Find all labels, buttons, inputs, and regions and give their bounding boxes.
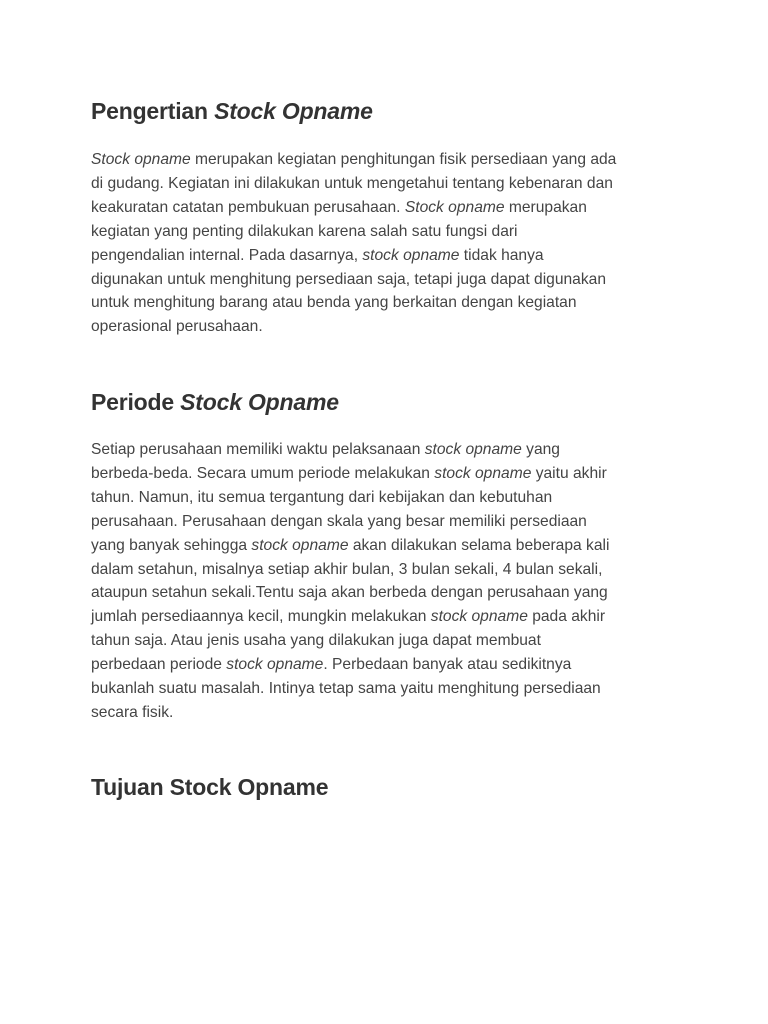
- paragraph-line: [91, 172, 691, 196]
- paragraph-line: [91, 701, 691, 725]
- text-run: yaitu akhir: [531, 464, 607, 482]
- heading-text: Pengertian: [91, 98, 215, 124]
- text-run: merupakan kegiatan penghitungan fisik persediaan yang ada: [190, 151, 617, 168]
- text-run: keakuratan catatan pembukuan perusahaan.: [91, 198, 405, 216]
- heading-tujuan: [91, 772, 328, 802]
- text-run: dalam setahun, misalnya setiap akhir bulan, 3 bulan sekali, 4 bulan sekali,: [91, 560, 603, 578]
- text-run: tahun saja. Atau jenis usaha yang dilakukan juga dapat membuat: [91, 632, 541, 650]
- text-run: akan dilakukan selama beberapa kali: [348, 536, 610, 554]
- paragraph-line: [91, 510, 691, 534]
- paragraph-line: [91, 244, 691, 268]
- text-run: di gudang. Kegiatan ini dilakukan untuk mengetahui tentang kebenaran dan: [91, 174, 613, 192]
- paragraph-line: [91, 148, 691, 172]
- text-run: operasional perusahaan.: [91, 318, 263, 336]
- emphasized-term: stock opname: [362, 246, 460, 264]
- paragraph-line: [91, 534, 691, 558]
- text-run: tidak hanya: [459, 246, 544, 264]
- paragraph-line: [91, 438, 691, 462]
- paragraph-line: [91, 605, 691, 629]
- paragraph-line: [91, 581, 691, 605]
- paragraph-line: [91, 462, 691, 486]
- text-run: jumlah persediaannya kecil, mungkin melakukan: [91, 608, 431, 626]
- text-run: pada akhir: [527, 608, 606, 626]
- paragraph-periode: [91, 438, 691, 725]
- text-run: yang banyak sehingga: [91, 536, 252, 554]
- text-run: untuk menghitung barang atau benda yang berkaitan dengan kegiatan: [91, 294, 577, 312]
- text-run: pengendalian internal. Pada dasarnya,: [91, 246, 363, 264]
- emphasized-term: stock opname: [424, 441, 522, 458]
- emphasized-term: Stock opname: [91, 151, 191, 168]
- heading-text: Tujuan Stock Opname: [91, 774, 329, 800]
- paragraph-line: [91, 315, 691, 339]
- paragraph-line: [91, 196, 691, 220]
- text-run: kegiatan yang penting dilakukan karena salah satu fungsi dari: [91, 222, 518, 240]
- paragraph-line: [91, 220, 691, 244]
- paragraph-line: [91, 268, 691, 292]
- emphasized-term: stock opname: [434, 464, 532, 482]
- text-run: berbeda-beda. Secara umum periode melakukan: [91, 464, 435, 482]
- heading-pengertian: [91, 96, 373, 126]
- text-run: yang: [521, 441, 560, 458]
- paragraph-line: [91, 486, 691, 510]
- heading-periode: [91, 387, 339, 417]
- text-run: tahun. Namun, itu semua tergantung dari kebijakan dan kebutuhan: [91, 488, 553, 506]
- emphasized-term: stock opname: [430, 608, 528, 626]
- text-run: merupakan: [504, 198, 587, 216]
- paragraph-pengertian: [91, 148, 691, 339]
- text-run: Setiap perusahaan memiliki waktu pelaksanaan: [91, 441, 425, 458]
- text-run: ataupun setahun sekali.Tentu saja akan berbeda dengan perusahaan yang: [91, 584, 608, 602]
- text-run: perusahaan. Perusahaan dengan skala yang besar memiliki persediaan: [91, 512, 587, 530]
- paragraph-line: [91, 653, 691, 677]
- text-run: bukanlah suatu masalah. Intinya tetap sama yaitu menghitung persediaan: [91, 680, 601, 698]
- emphasized-term: stock opname: [251, 536, 349, 554]
- emphasized-term: Stock opname: [404, 198, 505, 216]
- text-run: . Perbedaan banyak atau sedikitnya: [323, 656, 572, 674]
- heading-emphasis: Stock Opname: [214, 98, 373, 124]
- heading-text: Periode: [91, 389, 181, 415]
- text-run: perbedaan periode: [91, 656, 227, 674]
- emphasized-term: stock opname: [226, 656, 324, 674]
- text-run: secara fisik.: [91, 703, 174, 721]
- paragraph-line: [91, 629, 691, 653]
- paragraph-line: [91, 558, 691, 582]
- text-run: digunakan untuk menghitung persediaan saja, tetapi juga dapat digunakan: [91, 270, 606, 288]
- heading-emphasis: Stock Opname: [180, 389, 339, 415]
- paragraph-line: [91, 677, 691, 701]
- paragraph-line: [91, 291, 691, 315]
